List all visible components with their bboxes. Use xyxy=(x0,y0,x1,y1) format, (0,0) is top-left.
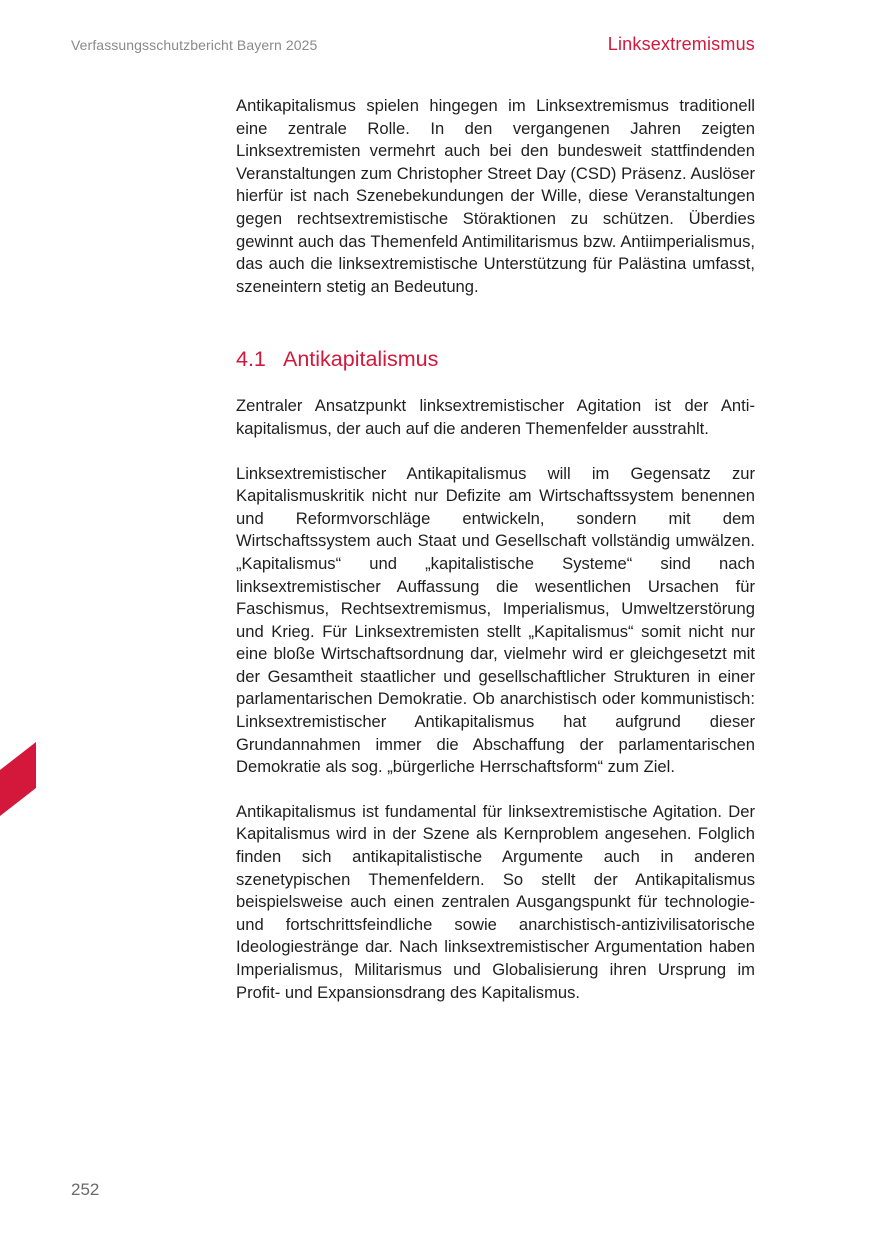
intro-paragraph: Antikapitalismus spielen hingegen im Linksextremismus traditionell eine zentrale Rolle. In den vergangenen Jahren zeigten Linksextremisten vermehrt auch bei den bundesweit stattfindenden Veranstaltungen zum Christopher Street Day (CSD) Präsenz. Auslöser hierfür ist nach Szenebekundungen der Wille, diese Veranstaltungen gegen rechtsextremistische Störaktionen zu schützen. Überdies gewinnt auch das Themenfeld Antimilitarismus bzw. Antiimperialismus, das auch die linksextremistische Unterstützung für Palästina umfasst, szeneintern stetig an Bedeutung. xyxy=(236,96,755,296)
red-margin-tab-shape xyxy=(0,742,36,816)
running-head-chapter: Linksextremismus xyxy=(607,34,755,54)
section-title: Antikapitalismus xyxy=(283,347,439,372)
paragraph-1: Zentraler Ansatzpunkt linksextremistischer Agitation ist der Antikapitalismus, der auch auf die anderen Themenfelder ausstrahlt. xyxy=(236,396,755,438)
paragraph-spacer xyxy=(236,441,755,463)
running-head-publication: Verfassungsschutzbericht Bayern 2025 xyxy=(71,37,318,53)
paragraph-3: Antikapitalismus ist fundamental für linksextremistische Agitation. Der Kapitalismus wird in der Szene als Kernproblem angesehen. Folglich finden sich antikapitalistische Argumente auch in anderen szenetypischen Themenfeldern. So stellt der Antikapitalismus beispielsweise auch einen zentralen Ausgangspunkt für technologie- und fortschrittsfeindliche sowie anarchistisch-antizivilisatorische Ideologiestränge dar. Nach linksextremistischer Argumentation haben Imperialismus, Militarismus und Globalisierung ihren Ursprung im Profit- und Expansionsdrang des Kapitalismus. xyxy=(236,801,755,1002)
section-number: 4.1 xyxy=(236,347,266,372)
paragraph-spacer xyxy=(236,779,755,801)
red-margin-tab-icon xyxy=(0,742,36,816)
section-heading xyxy=(236,345,755,373)
page-number: 252 xyxy=(71,1180,100,1199)
paragraph-2: Linksextremistischer Antikapitalismus will im Gegensatz zur Kapitalismuskritik nicht nur Defizite am Wirtschaftssystem benennen und Reformvorschläge entwickeln, sondern mit dem Wirtschaftssystem auch Staat und Gesellschaft vollständig umwälzen. „Kapitalismus“ und „kapitalistische Systeme“ sind nach linksextremistischer Auffassung die wesentlichen Ursachen für Faschismus, Rechtsextremismus, Imperialismus, Umweltzerstörung und Krieg. Für Linksextremisten stellt „Kapitalismus“ somit nicht nur eine bloße Wirtschaftsordnung dar, vielmehr wird er gleichgesetzt mit der Gesamtheit staatlicher und gesellschaftlicher Strukturen in einer parlamentarischen Demokratie. Ob anarchistisch oder kommunistisch: Linksextremistischer Antikapitalismus hat aufgrund dieser Grundannahmen immer die Abschaffung der parlamentarischen Demokratie als sog. „bürgerliche Herrschaftsform“ zum Ziel. xyxy=(236,463,755,777)
main-content xyxy=(236,95,755,1004)
